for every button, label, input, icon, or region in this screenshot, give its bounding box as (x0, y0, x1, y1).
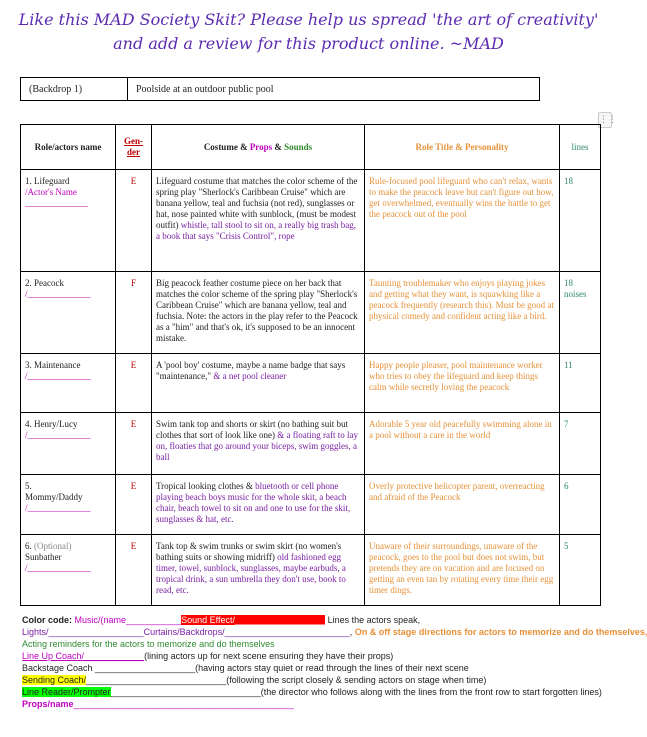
gender-cell: E (116, 170, 152, 272)
table-row (21, 272, 601, 354)
legend-reader-desc: (the director who follows along with the lines from the front row to start forgotten lines) (260, 687, 602, 697)
optional-label: (Optional) (34, 541, 72, 551)
costume-cell: Lifeguard costume that matches the color scheme of the spring play "Sherlock's Caribbean Cruise" which are banana yellow, teal and fuchsia (not red), sunglasses or hat, nose painted white with sunblock, (must be modest outfit) whistle, tall stool to sit on, a really big trash bag, a book that says "Crisis Control", rope (152, 170, 365, 272)
legend-props-line[interactable]: ____________________________________________ (73, 699, 294, 709)
title-cell: Rule-focused pool lifeguard who can't relax, wants to make the peacock leave but can't figure out how, get overwhelmed, eventually wins the battle to get the peacock out of the pool (365, 170, 560, 272)
table-row (21, 354, 601, 413)
role-cell: 6. (Optional) Sunbather /______________ (21, 535, 116, 606)
title-cell: Happy people pleaser, pool maintenance worker who tries to obey the lifeguard and keep things calm while secretly loving the peacock (365, 354, 560, 413)
table-row (21, 475, 601, 535)
actor-name-field[interactable]: /______________ (25, 371, 91, 381)
table-row (21, 535, 601, 606)
gender-cell: E (116, 475, 152, 535)
legend-acting-reminders: Acting reminders for the actors to memorize and do themselves (22, 639, 275, 649)
legend-sending-desc: (following the script closely & sending actors on stage when time) (226, 675, 487, 685)
title-cell: Adorable 5 year old peacefully swimming alone in a pool without a care in the world (365, 413, 560, 475)
role-cell: 1. Lifeguard /Actor's Name ______________ (21, 170, 116, 272)
table-drag-handle-icon[interactable]: ⋮⋮ (598, 112, 612, 128)
review-request-header (0, 8, 617, 56)
title-cell: Taunting troublemaker who enjoys playing jokes and getting what they want, is squawking like a peacock frequently (research this). Must be good at physical comedy and confident acting like a bird. (365, 272, 560, 354)
lines-cell: 18 noises (560, 272, 601, 354)
color-code-legend: Color code: Music/(name___________Sound Effect/__________________ Lines the actors speak, Lights/___________________Curtains/Backdrops/_________________________, On & off stage directions for actors to memorize and do themselves, Acting reminders for the actors to memorize and do themselves Line Up Coach/____________(lining actors up for next scene ensuring they have their props) Backstage Coach ____________________(having actors stay quiet or read through the lines of their next scene Sending Coach/____________________________(following the script closely & sending actors on stage when time) Line Reader/Prompter______________________________(the director who follows along with the lines from the front row to start forgotten lines) Props/name____________________________________________ (22, 615, 647, 709)
backdrop-label: (Backdrop 1) (21, 78, 128, 101)
legend-lights[interactable]: Lights/___________________ (22, 627, 144, 637)
actor-name-field[interactable]: /______________ (25, 503, 91, 513)
gender-cell: E (116, 354, 152, 413)
lines-cell: 11 (560, 354, 601, 413)
table-row (21, 170, 601, 272)
legend-lines: Lines the actors speak, (327, 615, 421, 625)
roles-header-row (21, 125, 601, 170)
legend-line-reader: Line Reader/Prompter (22, 687, 111, 697)
actor-name-field[interactable]: /______________ (25, 289, 91, 299)
legend-music[interactable]: Music/(name___________ (74, 615, 182, 625)
actor-name-field[interactable]: /______________ (25, 430, 91, 440)
role-cell: 3. Maintenance /______________ (21, 354, 116, 413)
header-title: Role Title & Personality (365, 125, 560, 170)
header-role: Role/actors name (21, 125, 116, 170)
legend-sending-line[interactable]: ____________________________ (86, 675, 227, 685)
role-cell: 2. Peacock /______________ (21, 272, 116, 354)
legend-backstage-desc: (having actors stay quiet or read through the lines of their next scene (195, 663, 469, 673)
role-cell: 4. Henry/Lucy /______________ (21, 413, 116, 475)
gender-cell: F (116, 272, 152, 354)
lines-cell: 5 (560, 535, 601, 606)
legend-curtains[interactable]: Curtains/Backdrops/_________________________ (143, 627, 350, 637)
header-line-2: and add a review for this product online. ~MAD (113, 34, 504, 53)
legend-backstage-coach[interactable]: Backstage Coach ____________________ (22, 663, 196, 673)
legend-reader-line[interactable]: ______________________________ (110, 687, 261, 697)
legend-props: Props/name (22, 699, 74, 709)
costume-cell: Big peacock feather costume piece on her back that matches the color scheme of the spring play "Sherlock's Caribbean Cruise" which are banana yellow, teal and fuchsia. Note: the actors in the play refer to the Peacock as a "him" and that's ok, it's supposed to be an innocent mistake. (152, 272, 365, 354)
gender-cell: E (116, 413, 152, 475)
header-lines: lines (560, 125, 601, 170)
legend-stage-directions: On & off stage directions for actors to memorize and do themselves, (354, 627, 647, 637)
table-row (21, 413, 601, 475)
lines-cell: 6 (560, 475, 601, 535)
header-gender: Gen- der (116, 125, 152, 170)
costume-cell: Swim tank top and shorts or skirt (no bathing suit but clothes that sort of look like one) & a floating raft to lay on, floaties that go around your biceps, swim goggles, a ball (152, 413, 365, 475)
costume-cell: A 'pool boy' costume, maybe a name badge that says "maintenance," & a net pool cleaner (152, 354, 365, 413)
costume-cell: Tropical looking clothes & bluetooth or cell phone playing beach boys music for the whole skit, a beach chair, beach towel to sit on and one to use for the skit, sunglasses & hat, etc. (152, 475, 365, 535)
lines-cell: 7 (560, 413, 601, 475)
title-cell: Unaware of their surroundings, unaware of the peacock, goes to the pool but does not swim, but pretends they are on vacation and are focused on getting an even tan by rotating every time their egg timer dings. (365, 535, 560, 606)
costume-cell: Tank top & swim trunks or swim skirt (no women's bathing suits or showing midriff) old fashioned egg timer, towel, sunblock, sunglasses, maybe earbuds, a tropical drink, a sun umbrella they don't use, book to read, etc. (152, 535, 365, 606)
legend-sending-coach: Sending Coach/ (22, 675, 87, 685)
backdrop-table (20, 77, 540, 101)
title-cell: Overly protective helicopter parent, overreacting and afraid of the Peacock (365, 475, 560, 535)
header-line-1: Like this MAD Society Skit? Please help us spread 'the art of creativity' (18, 10, 599, 29)
lines-cell: 18 (560, 170, 601, 272)
gender-cell: E (116, 535, 152, 606)
role-cell: 5. Mommy/Daddy /______________ (21, 475, 116, 535)
actor-name-field[interactable]: ______________ (25, 198, 88, 208)
legend-lineup-desc: (lining actors up for next scene ensuring they have their props) (144, 651, 394, 661)
legend-lineup-coach[interactable]: Line Up Coach/____________ (22, 651, 145, 661)
header-costume: Costume & Props & Sounds (152, 125, 365, 170)
actor-name-field[interactable]: /______________ (25, 563, 91, 573)
roles-table (20, 124, 601, 606)
legend-title: Color code: (22, 615, 75, 625)
backdrop-value: Poolside at an outdoor public pool (128, 78, 540, 101)
legend-sound-effect[interactable]: Sound Effect/__________________ (181, 615, 326, 625)
